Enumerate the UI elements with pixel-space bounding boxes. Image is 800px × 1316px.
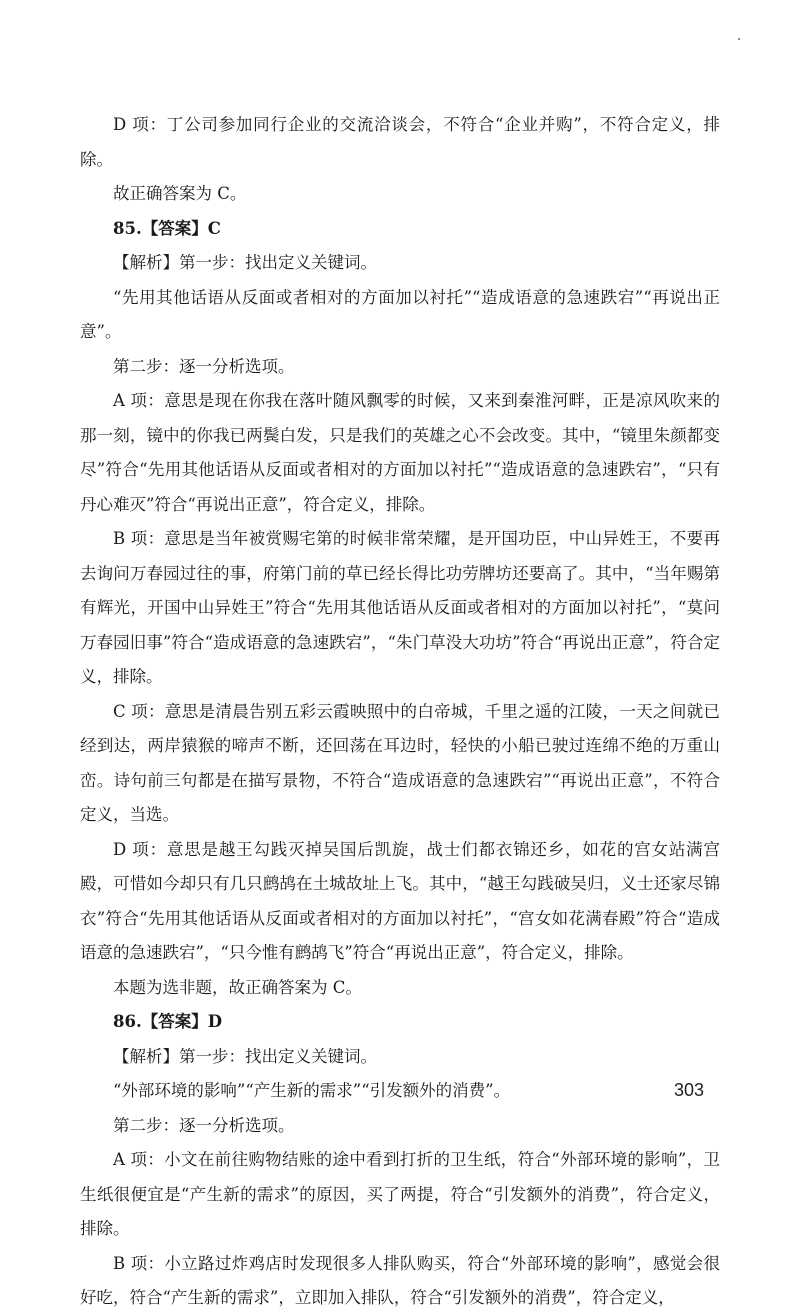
paragraph-d-option-q84: D 项：丁公司参加同行企业的交流洽谈会，不符合“企业并购”，不符合定义，排除。 <box>80 115 720 169</box>
paragraph-a-option-85: A 项：意思是现在你我在落叶随风飘零的时候，又来到秦淮河畔，正是凉风吹来的那一刻，镜中的你我已两鬓白发，只是我们的英雄之心不会改变。其中，“镜里朱颜都变尽”符合“先用其他话语从反面或者相对的方面加以衬托”“造成语意的急速跌宕”，“只有丹心难灭”符合“再说出正意”，符合定义，排除。 <box>80 391 720 514</box>
paragraph-step2-85: 第二步：逐一分析选项。 <box>113 356 295 376</box>
heading-answer-85: 85.【答案】C <box>113 218 221 238</box>
paragraph-answer-q84: 故正确答案为 C。 <box>113 184 247 203</box>
page-number: 303 <box>673 1080 704 1100</box>
paragraph-analysis-86-step1: 【解析】第一步：找出定义关键词。 <box>113 1046 377 1066</box>
paragraph-d-option-85: D 项：意思是越王勾践灭掉吴国后凯旋，战士们都衣锦还乡，如花的宫女站满宫殿，可惜如今却只有几只鹧鸪在土城故址上飞。其中，“越王勾践破吴归，义士还家尽锦衣”符合“先用其他话语从反面或者相对的方面加以衬托”，“宫女如花满春殿”符合“造成语意的急速跌宕”，“只今惟有鹧鸪飞”符合“再说出正意”，符合定义，排除。 <box>80 839 720 962</box>
scan-speck <box>738 38 740 40</box>
paragraph-c-option-85: C 项：意思是清晨告别五彩云霞映照中的白帝城，千里之遥的江陵，一天之间就已经到达，两岸猿猴的啼声不断，还回荡在耳边时，轻快的小船已驶过连绵不绝的万重山峦。诗句前三句都是在描写景物，不符合“造成语意的急速跌宕”“再说出正意”，不符合定义，当选。 <box>80 701 720 824</box>
page-body <box>80 108 720 1316</box>
paragraph-analysis-85-step1: 【解析】第一步：找出定义关键词。 <box>113 253 377 272</box>
heading-answer-86: 86.【答案】D <box>113 1012 223 1031</box>
paragraph-b-option-85: B 项：意思是当年被赏赐宅第的时候非常荣耀，是开国功臣，中山异姓王，不要再去询问万春园过往的事，府第门前的草已经长得比功劳牌坊还要高了。其中，“当年赐第有辉光，开国中山异姓王”符合“先用其他话语从反面或者相对的方面加以衬托”，“莫问万春园旧事”符合“造成语意的急速跌宕”，“朱门草没大功坊”符合“再说出正意”，符合定义，排除。 <box>80 529 720 686</box>
paragraph-b-option-86: B 项：小立路过炸鸡店时发现很多人排队购买，符合“外部环境的影响”，感觉会很好吃，符合“产生新的需求”，立即加入排队，符合“引发额外的消费”，符合定义， <box>80 1253 720 1307</box>
paragraph-a-option-86: A 项：小文在前往购物结账的途中看到打折的卫生纸，符合“外部环境的影响”，卫生纸很便宜是“产生新的需求”的原因，买了两提，符合“引发额外的消费”，符合定义，排除。 <box>80 1150 720 1238</box>
paragraph-keywords-86: “外部环境的影响”“产生新的需求”“引发额外的消费”。 <box>113 1081 511 1100</box>
paragraph-conclusion-85: 本题为选非题，故正确答案为 C。 <box>113 977 362 997</box>
paragraph-step2-86: 第二步：逐一分析选项。 <box>113 1115 295 1135</box>
paragraph-keywords-85: “先用其他话语从反面或者相对的方面加以衬托”“造成语意的急速跌宕”“再说出正意”。 <box>80 287 720 341</box>
